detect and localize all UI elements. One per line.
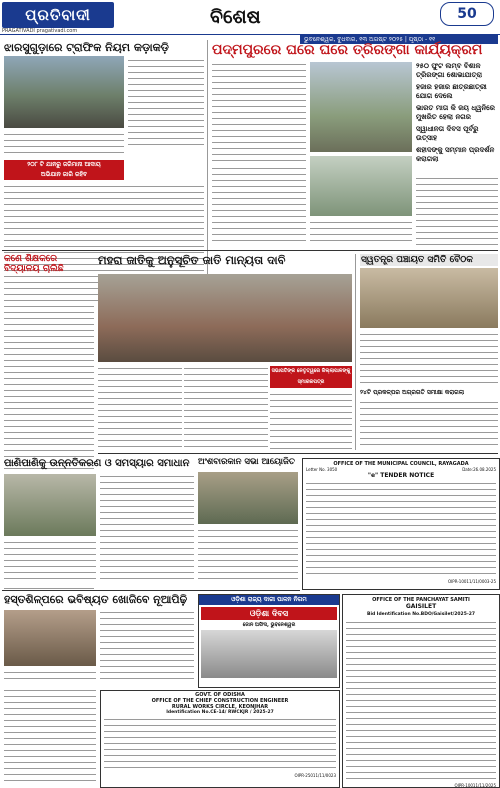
story2-bullet: ସ୍ୱାଧୀନତା ଦିବସ ପୂର୍ବରୁ ଉତ୍ସାହ [416, 125, 479, 142]
ad-ref: Bid Identification No.BDO/Gaisilet/2025-27 [367, 612, 475, 617]
story5-body [360, 332, 498, 388]
story2-photo [310, 62, 412, 152]
story2-bullet: ୨୫୦ ଫୁଟ ଲମ୍ବ ବିଶାଳ ତ୍ରିରଙ୍ଗା ଶୋଭାଯାତ୍ରା [416, 62, 483, 79]
tender-ad-gaisilet [342, 594, 500, 788]
story8-photo [4, 610, 96, 666]
story4-body2 [184, 366, 268, 450]
story1-photo [4, 56, 124, 128]
ad-line: RURAL WORKS CIRCLE, KEONJHAR [171, 704, 269, 710]
ad-body [346, 620, 496, 780]
story7-photo [198, 472, 298, 524]
column-divider [355, 254, 356, 450]
tender-ad-keonjhar [100, 690, 340, 788]
story4-box-line: ସଭାପତିଙ୍କ ନେତୃତ୍ୱରେ ଜିଲ୍ଲାପାଳଙ୍କୁ ସ୍ମାରକପତ୍ର [271, 368, 351, 385]
story2-text [212, 62, 306, 162]
row-divider [2, 250, 498, 251]
story5-subhead: ୨୪ଟି ପ୍ରକଳ୍ପର ଅଗ୍ରଗତି ସମୀକ୍ଷା କରାଗଲା [360, 389, 465, 396]
anniversary-emblem: 50 [440, 2, 494, 26]
dateline: ଭୁବନେଶ୍ୱର, ବୁଧବାର, ୧୩ ଅଗଷ୍ଟ ୨୦୨୫ | ପୃଷ୍ଠା - ୧୧ [300, 35, 498, 44]
story2-body3 [416, 176, 498, 246]
story4-body1 [98, 366, 182, 450]
row-divider [98, 453, 498, 454]
ad-subtitle: GAISILET [405, 603, 437, 610]
ad-subtitle: "e" TENDER NOTICE [367, 472, 435, 479]
ad-body [104, 717, 336, 771]
section-title: ବିଶେଷ [210, 6, 261, 28]
ad-footer: OIPR-10011/11/2025 [454, 783, 496, 788]
story1-text2 [4, 132, 124, 156]
story5-body2 [360, 400, 498, 450]
ad-notice: Identification No.CE-14/ RWCKJR / 2025-27 [166, 710, 274, 715]
story2-headline: ପଦ୍ମପୁରରେ ଘରେ ଘରେ ତ୍ରିରଙ୍ଗା କାର୍ଯ୍ୟକ୍ରମ [212, 42, 483, 58]
column-divider [207, 40, 208, 310]
story4-box [270, 366, 352, 388]
story3-headline: କଣେ ଶିକ୍ଷକରେ ବିଦ୍ୟାଳୟ ଚାଲିଛି [4, 254, 64, 275]
newspaper-logo: ପ୍ରତିବାଦୀ [2, 2, 114, 28]
story5-headline: ସ୍ୱତନ୍ତ୍ର ପଞ୍ଚାୟତ ସମିତି ବୈଠକ [360, 254, 498, 266]
ad-date: Date:26.08.2025 [462, 467, 496, 472]
ad-title: GOVT. OF ODISHA [195, 692, 245, 698]
odisha-ad-line2: ଜୋନ ଅଫିସ, ଭୁବନେଶ୍ୱର [242, 622, 296, 628]
odisha-ad [198, 594, 340, 688]
story2-bullets [416, 62, 498, 172]
story6-headline: ପାଣିପାଣିକୁ ଉନ୍ନତିକରଣ ଓ ସମସ୍ୟାର ସମାଧାନ [4, 458, 190, 469]
story8-headline: ହସ୍ତଶିଳ୍ପରେ ଭବିଷ୍ୟତ ଖୋଜିବେ ନୂଆପିଢ଼ି [4, 593, 188, 606]
story7-headline: ଅଂଶବାରକାନ ସଭା ଆୟୋଜିତ [198, 457, 295, 467]
story6-body [100, 474, 194, 584]
tender-ad-rayagada [302, 458, 500, 590]
ad-footer: OIPR-25011/11/0023 [294, 773, 336, 778]
ad-ref: Letter No. 3050 [306, 467, 338, 472]
story1-kicker: ୨୦୮ ଟି ଯାନରୁ ଜରିମାନା ଆଦାୟ [27, 161, 101, 168]
story5-photo [360, 268, 498, 328]
story4-photo [98, 274, 352, 362]
story6-body2 [4, 540, 96, 584]
logo-subtitle: PRAGATIVADI pragativadi.com [2, 28, 78, 34]
story1-text [128, 58, 204, 150]
ad-title: OFFICE OF THE PANCHAYAT SAMITI [372, 597, 470, 603]
masthead [0, 0, 500, 34]
story4-body3 [270, 392, 352, 450]
ad-title: OFFICE OF THE MUNICIPAL COUNCIL, RAYAGADA [333, 461, 469, 467]
story8-body [100, 610, 194, 682]
story8-body2 [4, 670, 96, 682]
story6-photo [4, 474, 96, 536]
story2-bullet: ଶହୀଦଙ୍କୁ ସମ୍ମାନ ପ୍ରଦର୍ଶନ କରାଗଲା [416, 146, 495, 163]
story2-body1 [212, 166, 306, 246]
odisha-ad-line: ଓଡ଼ିଶା ଦିବସ [201, 607, 337, 620]
ad-body [306, 481, 496, 577]
story1-kicker2: ଅଭିଯାନ ଜାରି ରହିବ [40, 171, 88, 178]
ad-subtitle: OFFICE OF THE CHIEF CONSTRUCTION ENGINEER [151, 698, 289, 704]
story7-body [198, 528, 298, 584]
story4-headline: ମହରା ଜାତିକୁ ଅନୁସୂଚିତ ଜାତି ମାନ୍ୟତା ଦାବି [98, 253, 286, 267]
odisha-ad-title: ଓଡ଼ିଶା ରାଜ୍ୟ ଦାରୀ ପାଳନ ନିଗମ [199, 595, 339, 605]
story2-bullet: ଭାରତ ମାତା କି ଜୟ ଧ୍ୱନିରେ ମୁଖରିତ ହେଲା ନଗର [416, 104, 495, 121]
row-divider [2, 590, 300, 591]
story1-kicker-box [4, 160, 124, 180]
story2-photo2 [310, 156, 412, 216]
odisha-ad-photo [201, 630, 337, 678]
ad-footer: OIPR-10011/11/0003-25 [447, 579, 496, 584]
story2-bullet: ହଜାର ହଜାର ଛାତ୍ରଛାତ୍ରୀ ଯୋଗ ଦେଲେ [416, 83, 487, 100]
story1-headline: ଝାରସୁଗୁଡ଼ାରେ ଟ୍ରାଫିକ ନିୟମ କଡ଼ାକଡ଼ି [4, 41, 169, 54]
story8-body3 [4, 688, 96, 784]
story2-body2 [310, 220, 412, 246]
